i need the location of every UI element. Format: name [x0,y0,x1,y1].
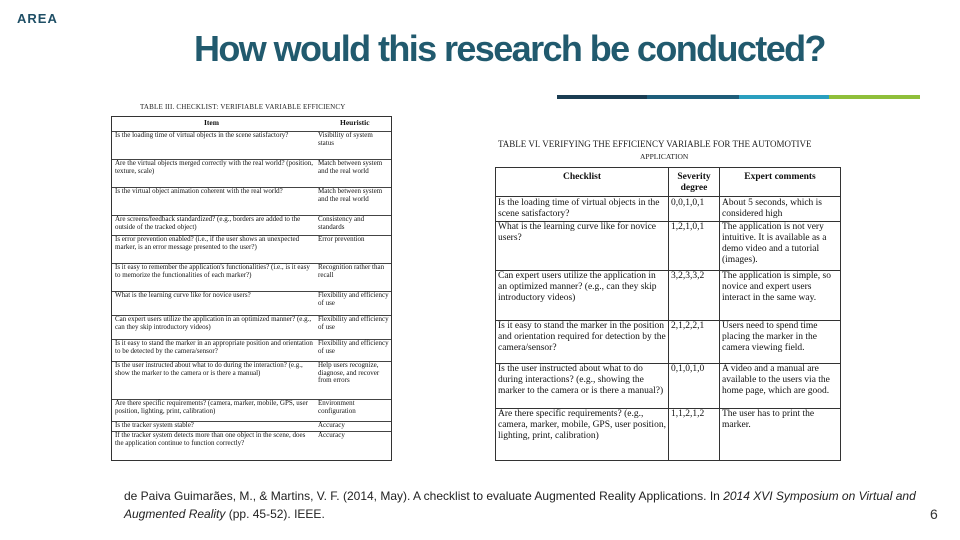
table3-heuristic: Match between system and the real world [318,159,383,175]
table3-row [112,315,391,340]
table3-item: Is the loading time of virtual objects in the scene satisfactory? [115,131,289,139]
table3-col-item: Item [204,118,219,127]
table6-comment: A video and a manual are available to the users via the home page, which are good. [722,364,830,396]
table6-severity: 1,2,1,0,1 [671,222,705,232]
table3-heuristic: Help users recognize, diagnose, and recover from errors [318,361,380,384]
table6-checklist: Are there specific requirements? (e.g., camera, marker, mobile, GPS, user position, lighting, print, calibration) [498,409,666,441]
table3-item: Is the virtual object animation coherent with the real world? [115,187,283,195]
table3-heuristic: Error prevention [318,235,365,243]
table3-item: Is it easy to remember the application's functionalities? (i.e., is it easy to memorize the functionalities of each marker?) [115,263,310,279]
table6-comment: Users need to spend time placing the marker in the camera viewing field. [722,321,818,353]
table6-severity: 2,1,2,2,1 [671,321,705,331]
reference-pages: (pp. 45-52). IEEE. [225,507,325,521]
table3-row [112,431,391,462]
table3-heuristic: Match between system and the real world [318,187,383,203]
table3-item: Are screens/feedback standardized? (e.g., borders are added to the outside of the tracked object) [115,215,301,231]
accent-bar-2 [647,95,739,99]
table6-checklist: Is it easy to stand the marker in the position and orientation required for detection by the camera/sensor? [498,321,666,353]
area-logo: AREA [17,11,58,26]
table6 [495,167,841,461]
table3-caption: TABLE III. CHECKLIST: VERIFIABLE VARIABLE EFFICIENCY [140,103,346,111]
table6-comment: About 5 seconds, which is considered high [722,198,823,219]
accent-bar-3 [739,95,829,99]
table3-heuristic: Visibility of system status [318,131,373,147]
table6-severity: 0,1,0,1,0 [671,364,705,374]
table6-checklist: What is the learning curve like for novice users? [498,222,657,243]
table6-checklist: Can expert users utilize the application in an optimized manner? (e.g., can they skip introductory videos) [498,271,657,303]
table3-item: Is error prevention enabled? (i.e., if the user shows an unexpected marker, is an error message presented to the user?) [115,235,300,251]
table6-col-comments: Expert comments [744,172,816,182]
table6-col-checklist: Checklist [563,172,601,182]
table3-item: If the tracker system detects more than one object in the scene, does the application continue to function correctly? [115,431,306,447]
table3-col-heuristic: Heuristic [340,118,370,127]
table3-item: Is the user instructed about what to do during the interaction? (e.g., show the marker to the camera or is there a manual) [115,361,303,377]
table3-heuristic: Flexibility and efficiency of use [318,315,389,331]
accent-bar-4 [829,95,920,99]
table3-row [112,215,391,236]
table3-row [112,291,391,316]
table6-comment: The application is simple, so novice and expert users interact in the same way. [722,271,831,303]
table3-row [112,131,391,160]
table6-col-severity: Severity degree [677,172,711,193]
reference-text: de Paiva Guimarães, M., & Martins, V. F. (2014, May). A checklist to evaluate Augmented Reality Applications. In [124,489,724,503]
table3-row [112,361,391,400]
table3-row [112,399,391,422]
table3-item: Can expert users utilize the application in an optimized manner? (e.g., can they skip introductory videos) [115,315,312,331]
table3-heuristic: Flexibility and efficiency of use [318,291,389,307]
table3-heuristic: Accuracy [318,421,345,429]
table3-item: Is the tracker system stable? [115,421,194,429]
table6-checklist: Is the user instructed about what to do during interactions? (e.g., showing the marker to the camera or is there a manual?) [498,364,664,396]
table3-row [112,159,391,188]
table3 [111,116,392,461]
table3-row [112,263,391,292]
table3-item: Are there specific requirements? (camera, marker, mobile, GPS, user position, lighting, print, calibration) [115,399,308,415]
table6-comment: The user has to print the marker. [722,409,815,430]
table6-severity: 3,2,3,3,2 [671,271,705,281]
slide-title: How would this research be conducted? [194,28,825,69]
table3-heuristic: Environment configuration [318,399,356,415]
table6-severity: 0,0,1,0,1 [671,198,705,208]
reference-citation [124,487,960,523]
table3-row [112,187,391,216]
table6-severity: 1,1,2,1,2 [671,409,705,419]
table3-heuristic: Accuracy [318,431,345,439]
reference-venue: 2014 XVI Symposium on Virtual and Augmented Reality [124,489,916,521]
table3-row [112,235,391,264]
page-number: 6 [930,506,938,522]
accent-bars [557,95,920,99]
table3-heuristic: Consistency and standards [318,215,365,231]
table6-checklist: Is the loading time of virtual objects in the scene satisfactory? [498,198,660,219]
table6-caption: TABLE VI. VERIFYING THE EFFICIENCY VARIABLE FOR THE AUTOMOTIVE [498,139,812,149]
table3-item: What is the learning curve like for novice users? [115,291,251,299]
table3-heuristic: Recognition rather than recall [318,263,385,279]
table3-item: Are the virtual objects merged correctly with the real world? (position, texture, scale) [115,159,313,175]
table3-row [112,339,391,362]
accent-bar-1 [557,95,647,99]
table3-heuristic: Flexibility and efficiency of use [318,339,389,355]
table6-comment: The application is not very intuitive. It is available as a demo video and a tutorial (images). [722,222,827,265]
table3-item: Is it easy to stand the marker in an appropriate position and orientation to be detected by the camera/sensor? [115,339,313,355]
table6-caption-2: APPLICATION [640,152,689,161]
